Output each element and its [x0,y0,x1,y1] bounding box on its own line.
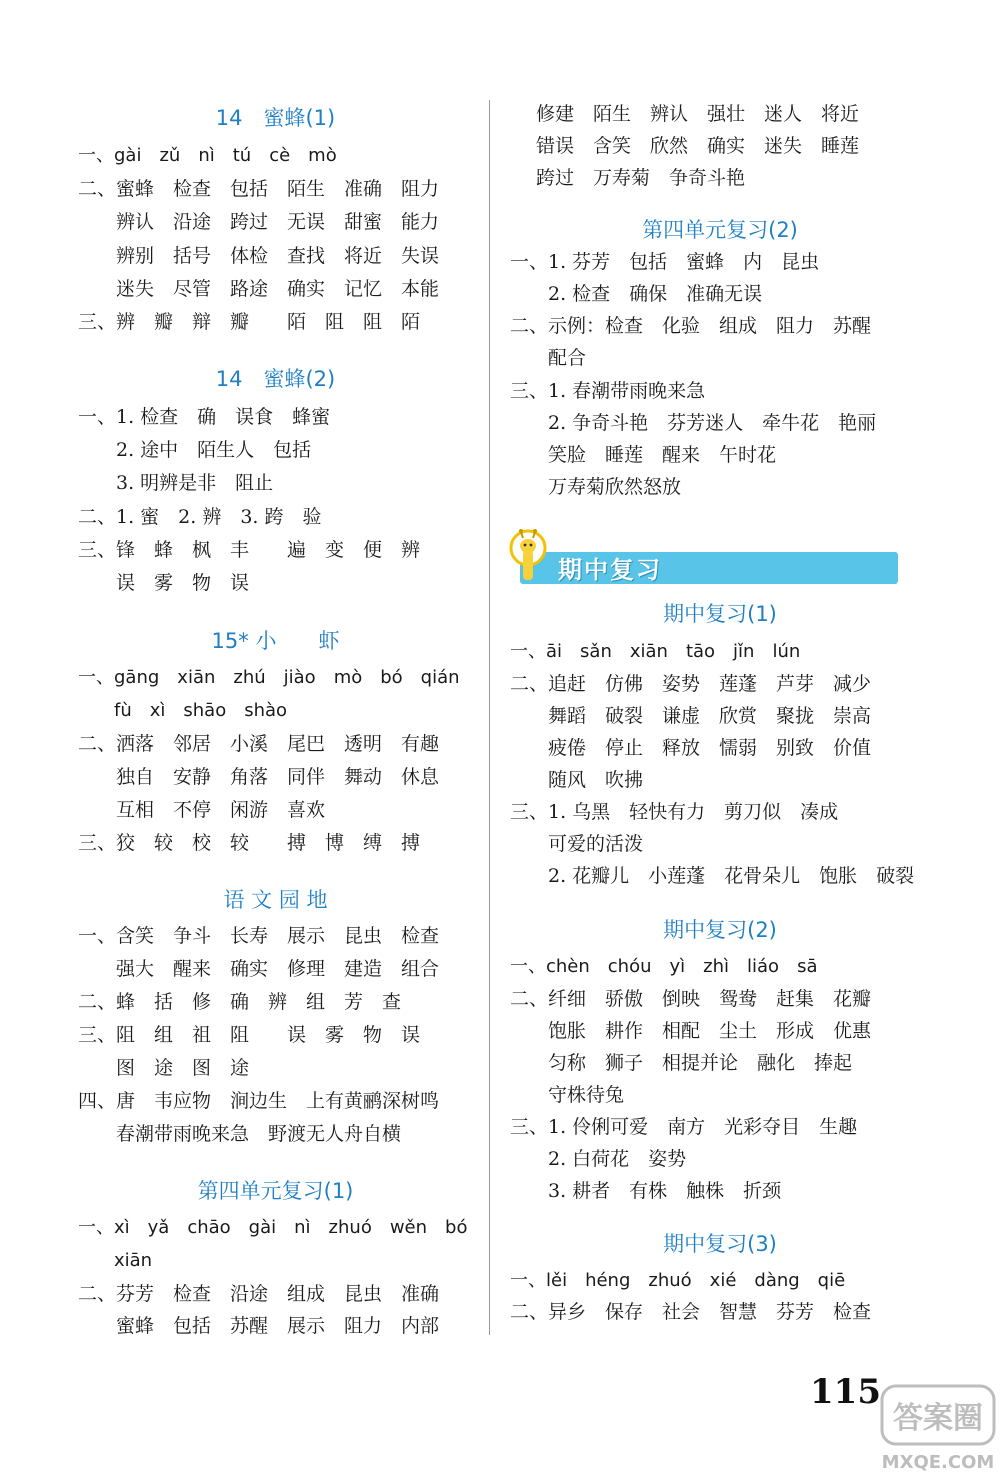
answer-line: 疲倦 停止 释放 懦弱 别致 价值 [510,737,872,759]
answer-line: 3. 明辨是非 阻止 [78,472,274,494]
answer-line: 一、chèn chóu yì zhì liáo sā [510,956,818,977]
answer-line: 一、1. 芬芳 包括 蜜蜂 内 昆虫 [510,251,820,273]
answer-line: 2. 争奇斗艳 芬芳迷人 牵牛花 艳丽 [510,412,877,434]
answer-line: 可爱的活泼 [510,833,644,855]
section-heading-garden: 语 文 园 地 [223,888,328,912]
answer-line: 迷失 尽管 路途 确实 记忆 本能 [78,278,440,300]
answer-line: 配合 [510,347,587,369]
answer-line: 3. 耕者 有株 触株 折颈 [510,1180,782,1202]
answer-line: 2. 途中 陌生人 包括 [78,439,312,461]
answer-line: 辨认 沿途 跨过 无误 甜蜜 能力 [78,211,440,233]
section-heading-unit4-review-2: 第四单元复习(2) [642,218,798,242]
answer-line: 一、gāng xiān zhú jiào mò bó qián [78,667,460,688]
answer-line: 跨过 万寿菊 争奇斗艳 [498,167,746,189]
answer-line: 错误 含笑 欣然 确实 迷失 睡莲 [498,135,860,157]
answer-line: 二、芬芳 检查 沿途 组成 昆虫 准确 [78,1283,440,1305]
answer-line: 独自 安静 角落 同伴 舞动 休息 [78,766,440,788]
answer-line: 二、洒落 邻居 小溪 尾巴 透明 有趣 [78,733,440,755]
answer-line: 万寿菊欣然怒放 [510,476,682,498]
answer-line: 蜜蜂 包括 苏醒 展示 阻力 内部 [78,1315,440,1337]
answer-line: 二、示例：检查 化验 组成 阻力 苏醒 [510,315,872,337]
answer-line: 三、辨 瓣 辩 瓣 陌 阻 阻 陌 [78,311,421,333]
answer-line: 一、xì yǎ chāo gài nì zhuó wěn bó [78,1217,468,1238]
answer-line: 二、1. 蜜 2. 辨 3. 跨 验 [78,506,322,528]
answer-line: 春潮带雨晚来急 野渡无人舟自横 [78,1123,402,1145]
answer-line: 三、1. 伶俐可爱 南方 光彩夺目 生趣 [510,1116,858,1138]
answer-line: 一、含笑 争斗 长寿 展示 昆虫 检查 [78,925,440,947]
answer-line: 三、阻 组 祖 阻 误 雾 物 误 [78,1024,421,1046]
answer-line: 修建 陌生 辨认 强壮 迷人 将近 [498,103,860,125]
answer-line: 匀称 狮子 相提并论 融化 捧起 [510,1052,853,1074]
answer-line: 辨别 括号 体检 查找 将近 失误 [78,245,440,267]
answer-line: 三、1. 乌黑 轻快有力 剪刀似 凑成 [510,801,839,823]
answer-line: 误 雾 物 误 [78,572,250,594]
column-divider [489,100,490,1335]
page-number: 115 [810,1372,881,1412]
answer-line: 一、lěi héng zhuó xié dàng qiē [510,1270,846,1291]
answer-line: 互相 不停 闲游 喜欢 [78,799,326,821]
answer-line: 二、追赶 仿佛 姿势 莲蓬 芦芽 减少 [510,673,872,695]
section-heading-unit4-review-1: 第四单元复习(1) [197,1179,354,1203]
answer-line: 2. 花瓣儿 小莲蓬 花骨朵儿 饱胀 破裂 [510,865,915,887]
answer-line: 图 途 图 途 [78,1057,250,1079]
answer-line: 二、异乡 保存 社会 智慧 芬芳 检查 [510,1301,872,1323]
answer-line: 强大 醒来 确实 修理 建造 组合 [78,958,440,980]
answer-line: 笑脸 睡莲 醒来 午时花 [510,444,777,466]
answer-line: 二、纤细 骄傲 倒映 鸳鸯 赶集 花瓣 [510,988,872,1010]
answer-line: 三、狡 较 校 较 搏 博 缚 搏 [78,832,421,854]
answer-line: 随风 吹拂 [510,769,644,791]
giraffe-icon [508,526,548,588]
answer-line: 二、蜂 括 修 确 辨 组 芳 查 [78,991,402,1013]
answer-line: 饱胀 耕作 相配 尘土 形成 优惠 [510,1020,872,1042]
answer-line: 舞蹈 破裂 谦虚 欣赏 聚拢 崇高 [510,705,872,727]
answer-line: 三、1. 春潮带雨晚来急 [510,380,706,402]
section-heading-bees-2: 14 蜜蜂(2) [215,367,336,391]
midterm-review-banner [510,546,900,588]
watermark-top-text: 答案圈 [893,1401,983,1436]
answer-line: 一、āi sǎn xiān tāo jǐn lún [510,641,801,662]
answer-line: 一、gài zǔ nì tú cè mò [78,145,337,166]
watermark-logo [880,1380,998,1476]
answer-line: 三、锋 蜂 枫 丰 遍 变 便 辨 [78,539,421,561]
answer-line: xiān [78,1250,153,1271]
section-heading-midterm-3: 期中复习(3) [663,1232,777,1256]
section-heading-midterm-1: 期中复习(1) [663,602,777,626]
answer-line: 一、1. 检查 确 误食 蜂蜜 [78,406,331,428]
section-heading-bees-1: 14 蜜蜂(1) [215,106,336,130]
section-heading-shrimp: 15* 小 虾 [211,629,340,653]
answer-line: 守株待兔 [510,1084,625,1106]
answer-line: 2. 检查 确保 准确无误 [510,283,763,305]
banner-title: 期中复习 [558,556,662,584]
answer-line: fù xì shāo shào [78,700,288,721]
answer-line: 二、蜜蜂 检查 包括 陌生 准确 阻力 [78,178,440,200]
answer-line: 2. 白荷花 姿势 [510,1148,687,1170]
answer-line: 四、唐 韦应物 涧边生 上有黄鹂深树鸣 [78,1090,440,1112]
section-heading-midterm-2: 期中复习(2) [663,918,777,942]
watermark-bottom-text: MXQE.COM [881,1452,995,1473]
